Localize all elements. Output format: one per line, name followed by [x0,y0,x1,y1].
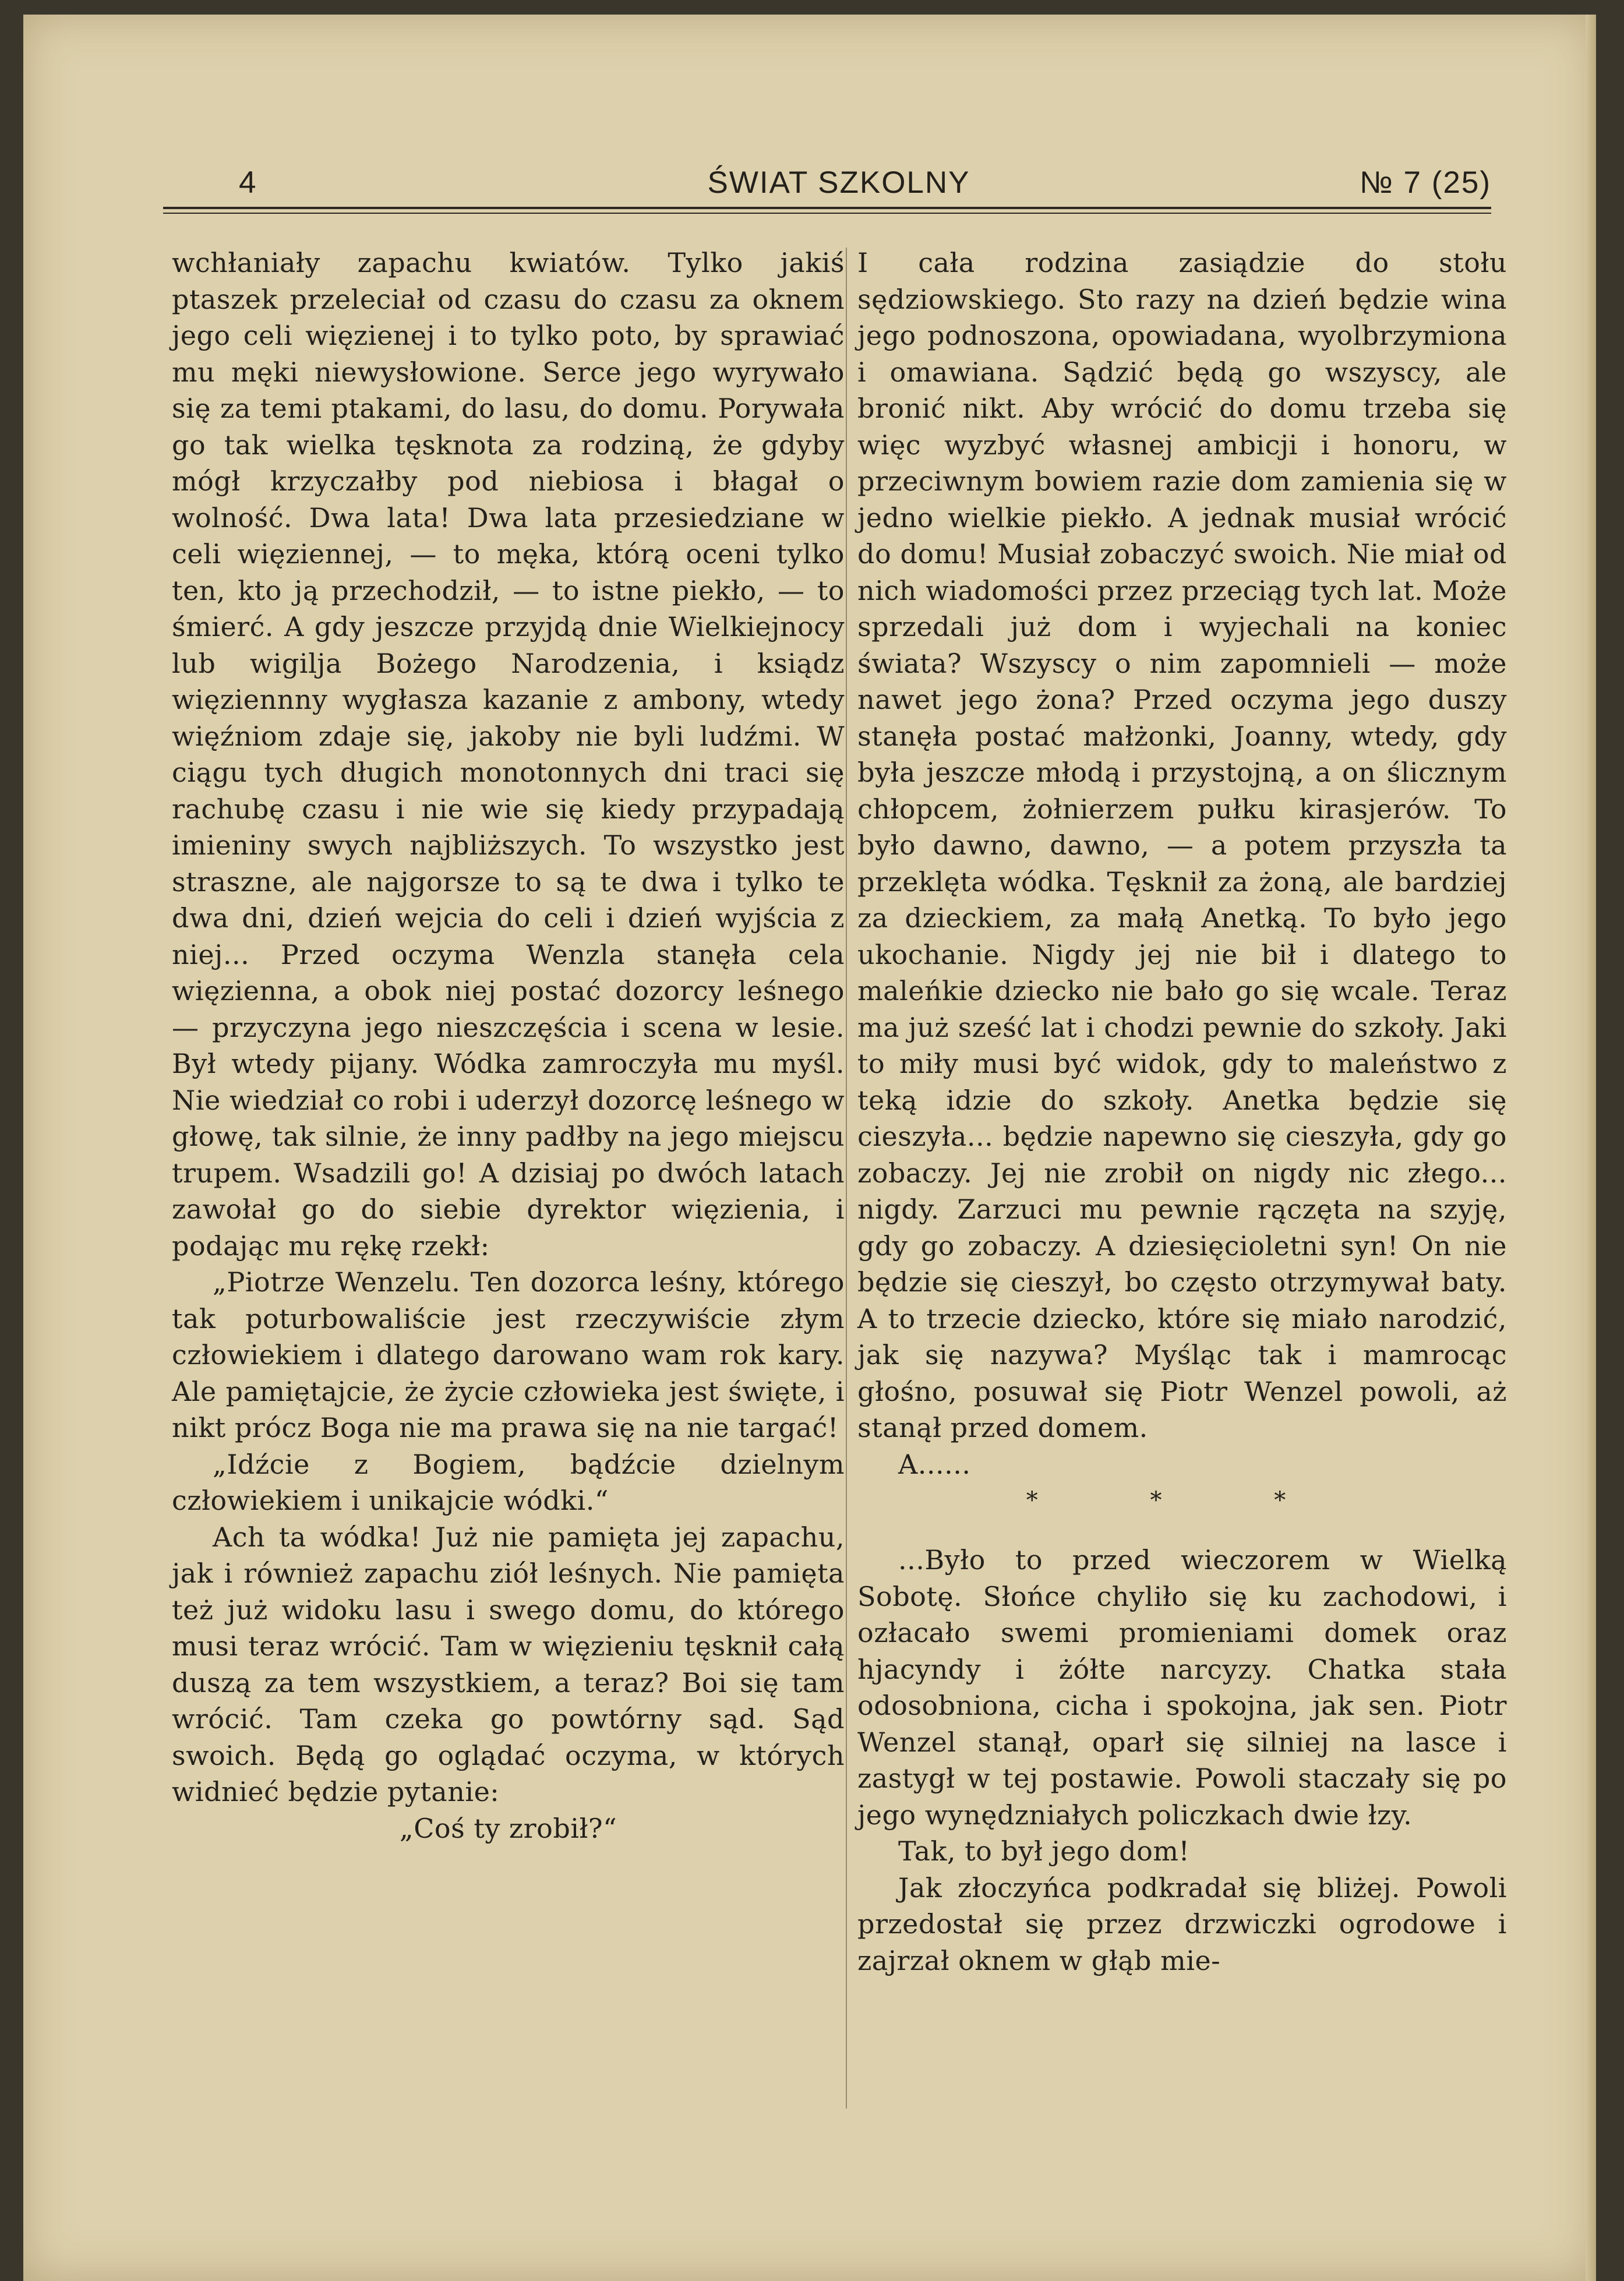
left-column [172,245,845,1846]
spacer [857,1519,1507,1542]
section-separator: * * * [1026,1487,1339,1514]
paragraph: „Idźcie z Bogiem, bądźcie dzielnym człowiekiem i unikajcie wódki.“ [172,1448,845,1516]
issue-number: № 7 (25) [1359,165,1491,200]
paragraph: Jak złoczyńca podkradał się bliżej. Powoli przedostał się przez drzwiczki ogrodowe i zajrzał oknem w głąb mie- [857,1872,1507,1976]
header-rule-thin [163,213,1491,214]
page-number: 4 [239,165,257,200]
paragraph: wchłaniały zapachu kwiatów. Tylko jakiś ptaszek przeleciał od czasu do czasu za oknem jego celi więzienej i to tylko poto, by sprawiać mu męki niewysłowione. Serce jego wyrywało się za temi ptakami, do lasu, do domu. Porywała go tak wielka tęsknota za rodziną, że gdyby mógł krzyczałby pod niebiosa i błagał o wolność. Dwa lata! Dwa lata przesiedziane w celi więziennej, — to męka, którą oceni tylko ten, kto ją przechodził, — to istne piekło, — to śmierć. A gdy jeszcze przyjdą dnie Wielkiejnocy lub wigilja Bożego Narodzenia, i ksiądz więziennny wygłasza kazanie z ambony, wtedy więźniom zdaje się, jakoby nie byli ludźmi. W ciągu tych długich monotonnych dni traci się rachubę czasu i nie wie się kiedy przypadają imieniny swych najbliższych. To wszystko jest straszne, ale najgorsze to są te dwa i tylko te dwa dni, dzień wejcia do celi i dzień wyjścia z niej... Przed oczyma Wenzla stanęła cela więzienna, a obok niej postać dozorcy leśnego — przyczyna jego nieszczęścia i scena w lesie. Był wtedy pijany. Wódka zamroczyła mu myśl. Nie wiedział co robi i uderzył dozorcę leśnego w głowę, tak silnie, że inny padłby na jego miejscu trupem. Wsadzili go! A dzisiaj po dwóch latach zawołał go do siebie dyrektor więzienia, i podając mu rękę rzekł: [172,247,845,1262]
column-divider [846,248,847,2109]
paragraph: I cała rodzina zasiądzie do stołu sędziowskiego. Sto razy na dzień będzie wina jego podnoszona, opowiadana, wyolbrzymiona i omawiana. Sądzić będą go wszyscy, ale bronić nikt. Aby wrócić do domu trzeba się więc wyzbyć własnej ambicji i honoru, w przeciwnym bowiem razie dom zamienia się w jedno wielkie piekło. A jednak musiał wrócić do domu! Musiał zobaczyć swoich. Nie miał od nich wiadomości przez przeciąg tych lat. Może sprzedali już dom i wyjechali na koniec świata? Wszyscy o nim zapomnieli — może nawet jego żona? Przed oczyma jego duszy stanęła postać małżonki, Joanny, wtedy, gdy była jeszcze młodą i przystojną, a on ślicznym chłopcem, żołnierzem pułku kirasjerów. To było dawno, dawno, — a potem przyszła ta przeklęta wódka. Tęsknił za żoną, ale bardziej za dzieckiem, za małą Anetką. To było jego ukochanie. Nigdy jej nie bił i dlatego to maleńkie dziecko nie bało go się wcale. Teraz ma już sześć lat i chodzi pewnie do szkoły. Jaki to miły musi być widok, gdy to maleństwo z teką idzie do szkoły. Anetka będzie się cieszyła... będzie napewno się cieszyła, gdy go zobaczy. Jej nie zrobił on nigdy nic złego... nigdy. Zarzuci mu pewnie rączęta na szyję, gdy go zobaczy. A dziesięcioletni syn! On nie będzie się cieszył, bo często otrzymywał baty. A to trzecie dziecko, które się miało narodzić, jak się nazywa? Myśląc tak i mamrocąc głośno, posuwał się Piotr Wenzel powoli, aż stanął przed domem. [857,247,1507,1443]
paragraph: „Coś ty zrobił?“ [399,1812,617,1844]
page-header [186,165,1491,203]
newspaper-page [23,15,1596,2281]
paragraph: ...Było to przed wieczorem w Wielką Sobotę. Słońce chyliło się ku zachodowi, i ozłacało swemi promieniami domek oraz hjacyndy i żółte narcyzy. Chatka stała odosobniona, cicha i spokojna, jak sen. Piotr Wenzel stanął, oparł się silniej na lasce i zastygł w tej postawie. Powoli staczały się po jego wynędzniałych policzkach dwie łzy. [857,1544,1507,1831]
paragraph: „Piotrze Wenzelu. Ten dozorca leśny, którego tak poturbowaliście jest rzeczywiście złym człowiekiem i dlatego darowano wam rok kary. Ale pamiętajcie, że życie człowieka jest święte, i nikt prócz Boga nie ma prawa się na nie targać! [172,1266,845,1443]
publication-title: ŚWIAT SZKOLNY [707,165,970,200]
paragraph: Ach ta wódka! Już nie pamięta jej zapachu, jak i również zapachu ziół leśnych. Nie pamięta też już widoku lasu i swego domu, do którego musi teraz wrócić. Tam w więzieniu tęsknił całą duszą za tem wszystkiem, a teraz? Boi się tam wrócić. Tam czeka go powtórny sąd. Sąd swoich. Będą go oglądać oczyma, w których widnieć będzie pytanie: [172,1521,845,1807]
header-rule [163,207,1491,209]
right-column [857,245,1507,1979]
page-edge [1586,15,1596,2281]
paragraph: Tak, to był jego dom! [898,1835,1190,1867]
paragraph: A...... [898,1448,971,1480]
